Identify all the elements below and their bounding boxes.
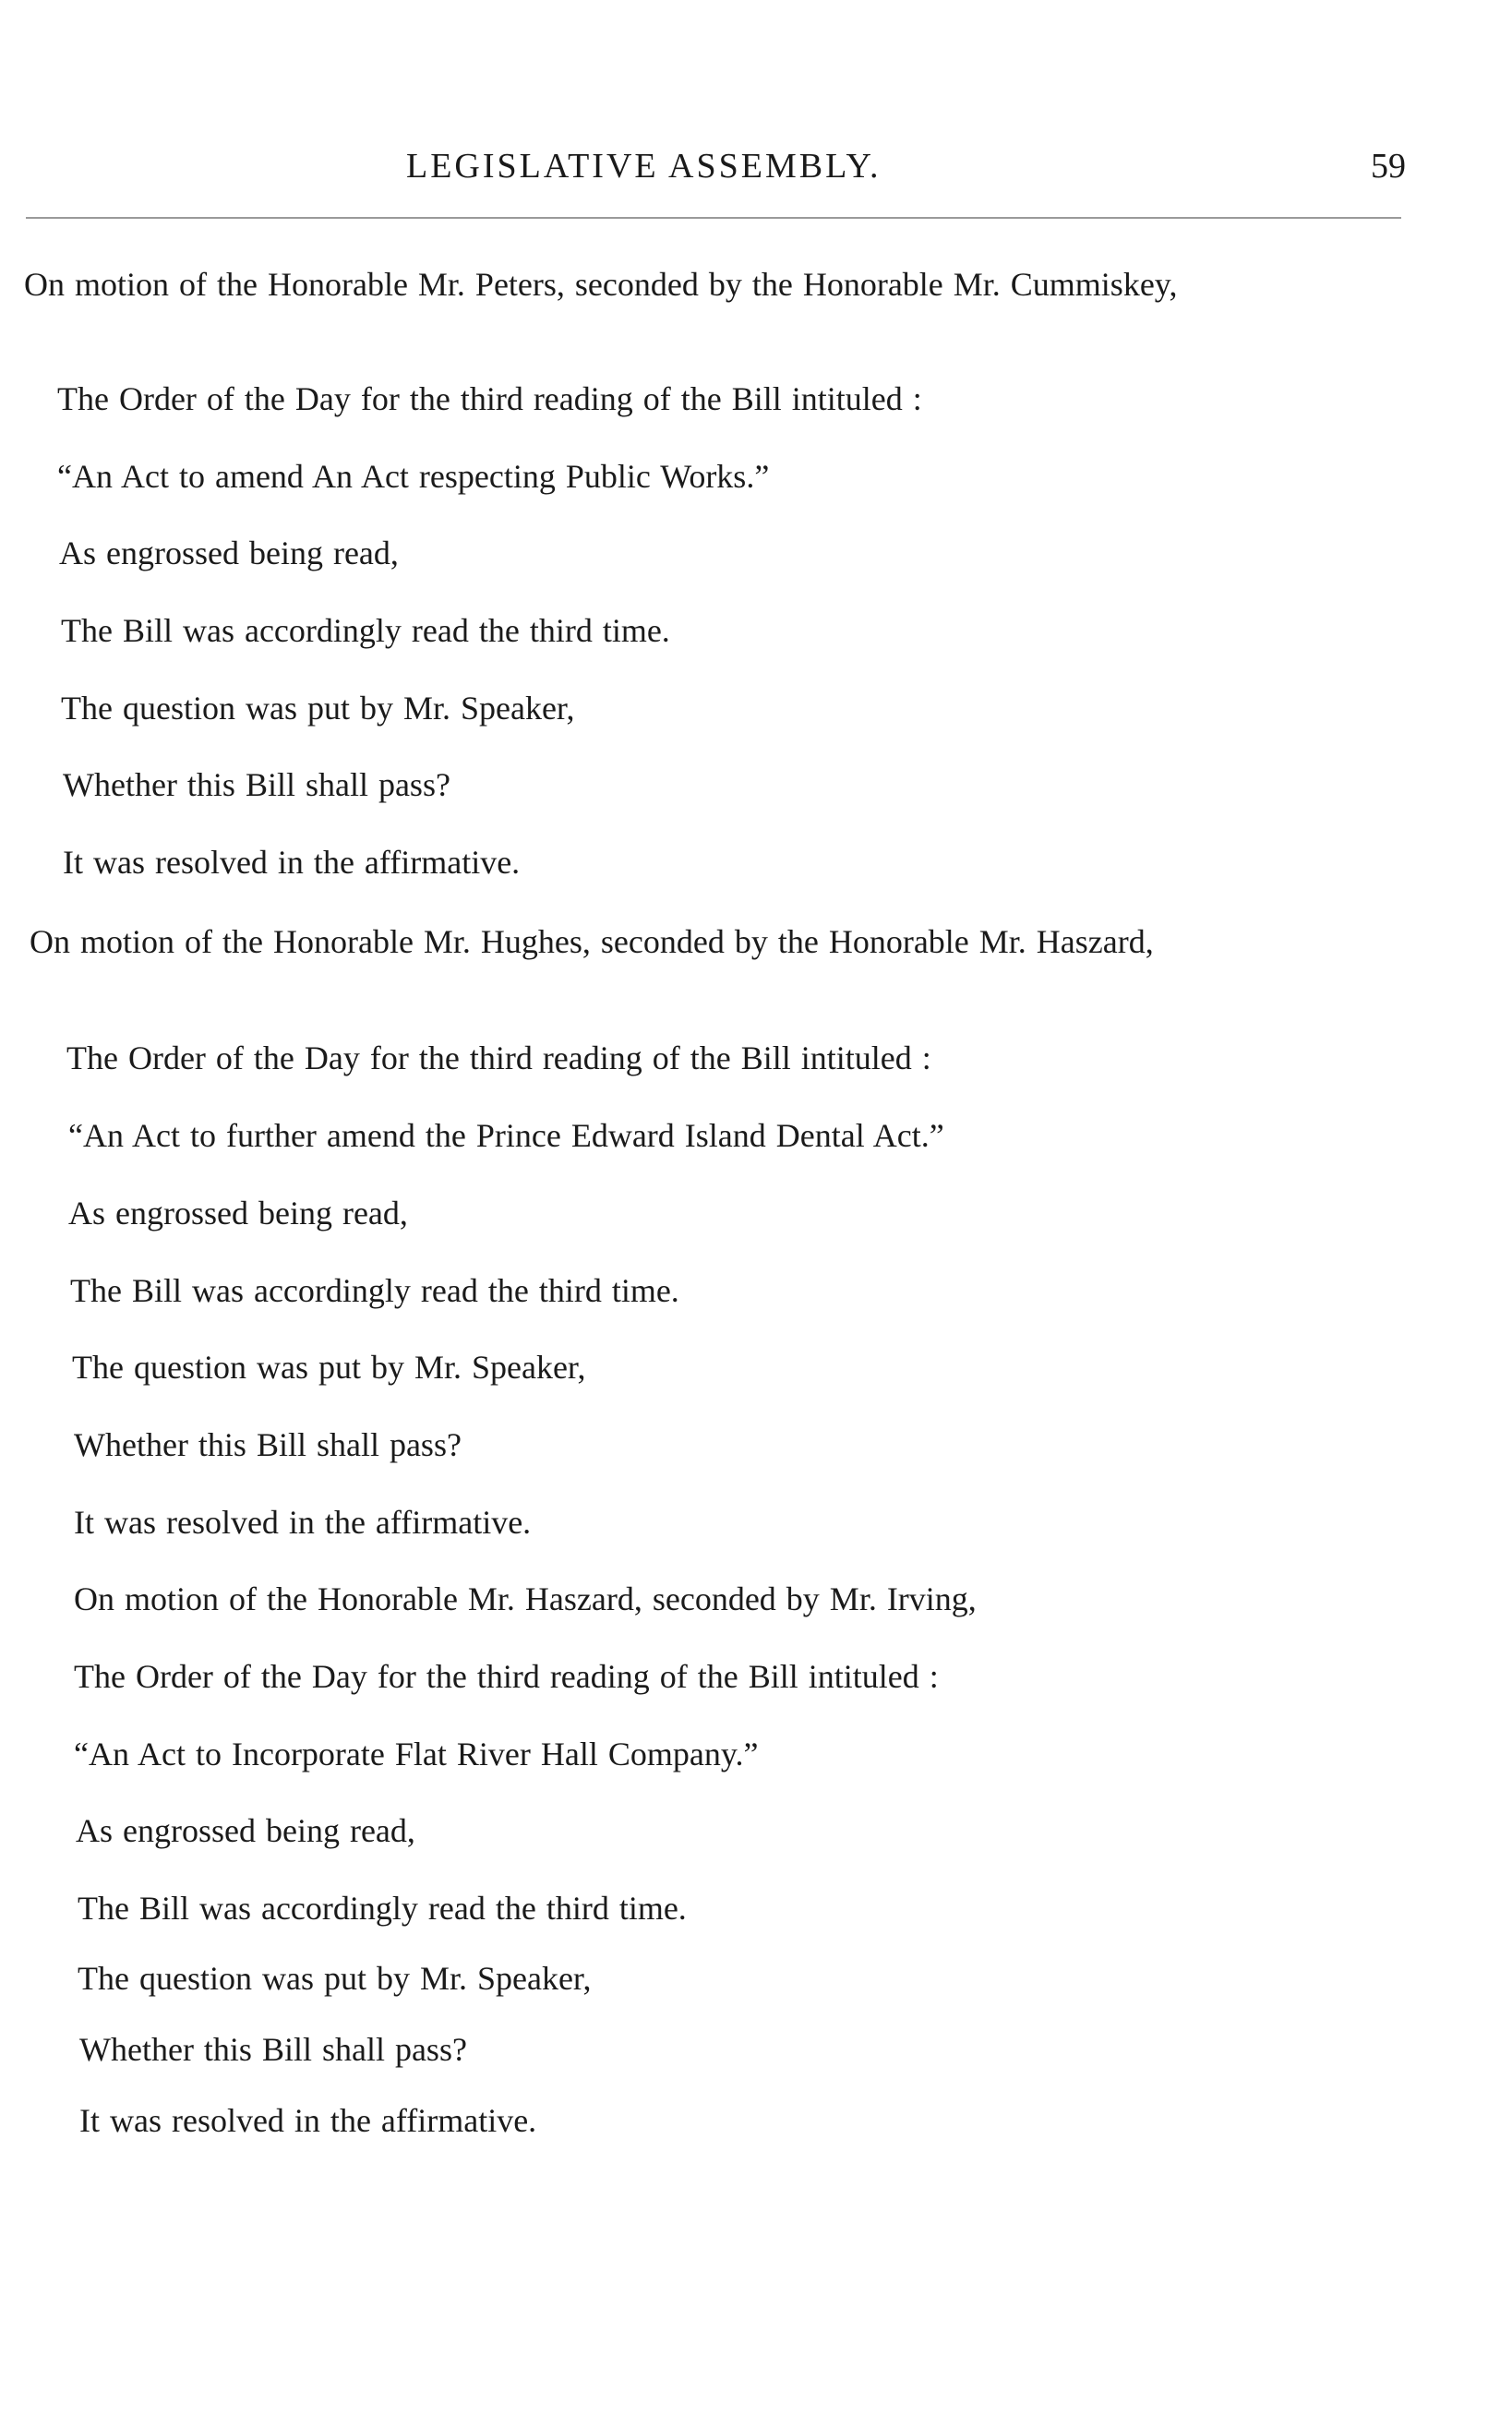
page-number: 59 — [1371, 147, 1406, 186]
motion-3-resolved: It was resolved in the affirmative. — [79, 2102, 537, 2139]
motion-2-text: On motion of the Honorable Mr. Hughes, seconded by the Honorable Mr. Haszard, — [30, 923, 1154, 960]
motion-1-engrossed: As engrossed being read, — [59, 535, 399, 571]
header-rule — [26, 217, 1401, 219]
motion-1-read: The Bill was accordingly read the third time. — [61, 612, 670, 649]
motion-2-resolved: It was resolved in the affirmative. — [74, 1504, 532, 1541]
motion-2-read: The Bill was accordingly read the third time. — [70, 1272, 679, 1309]
motion-2-order: The Order of the Day for the third reading of the Bill intituled : — [66, 1039, 931, 1076]
header-title: LEGISLATIVE ASSEMBLY. — [406, 147, 882, 186]
motion-1-question: The question was put by Mr. Speaker, — [61, 690, 575, 727]
motion-3-bill-title: “An Act to Incorporate Flat River Hall Company.” — [74, 1736, 759, 1772]
motion-2-bill-title: “An Act to further amend the Prince Edward Island Dental Act.” — [68, 1117, 944, 1154]
motion-3-text: On motion of the Honorable Mr. Haszard, seconded by Mr. Irving, — [74, 1580, 977, 1617]
motion-2-question: The question was put by Mr. Speaker, — [72, 1349, 586, 1386]
motion-3-read: The Bill was accordingly read the third time. — [78, 1890, 687, 1927]
motion-1-bill-title: “An Act to amend An Act respecting Public Works.” — [57, 458, 770, 495]
motion-2-whether: Whether this Bill shall pass? — [74, 1426, 462, 1463]
motion-3-order: The Order of the Day for the third reading of the Bill intituled : — [74, 1658, 939, 1695]
motion-3-question: The question was put by Mr. Speaker, — [78, 1960, 592, 1997]
motion-3-engrossed: As engrossed being read, — [76, 1812, 415, 1849]
motion-3-whether: Whether this Bill shall pass? — [79, 2031, 467, 2068]
motion-1-order: The Order of the Day for the third reading of the Bill intituled : — [57, 380, 922, 417]
motion-1-resolved: It was resolved in the affirmative. — [63, 844, 521, 881]
running-header — [0, 146, 1512, 192]
motion-1-text: On motion of the Honorable Mr. Peters, seconded by the Honorable Mr. Cummiskey, — [24, 266, 1178, 303]
motion-2-engrossed: As engrossed being read, — [68, 1195, 408, 1232]
motion-1-whether: Whether this Bill shall pass? — [63, 766, 450, 803]
